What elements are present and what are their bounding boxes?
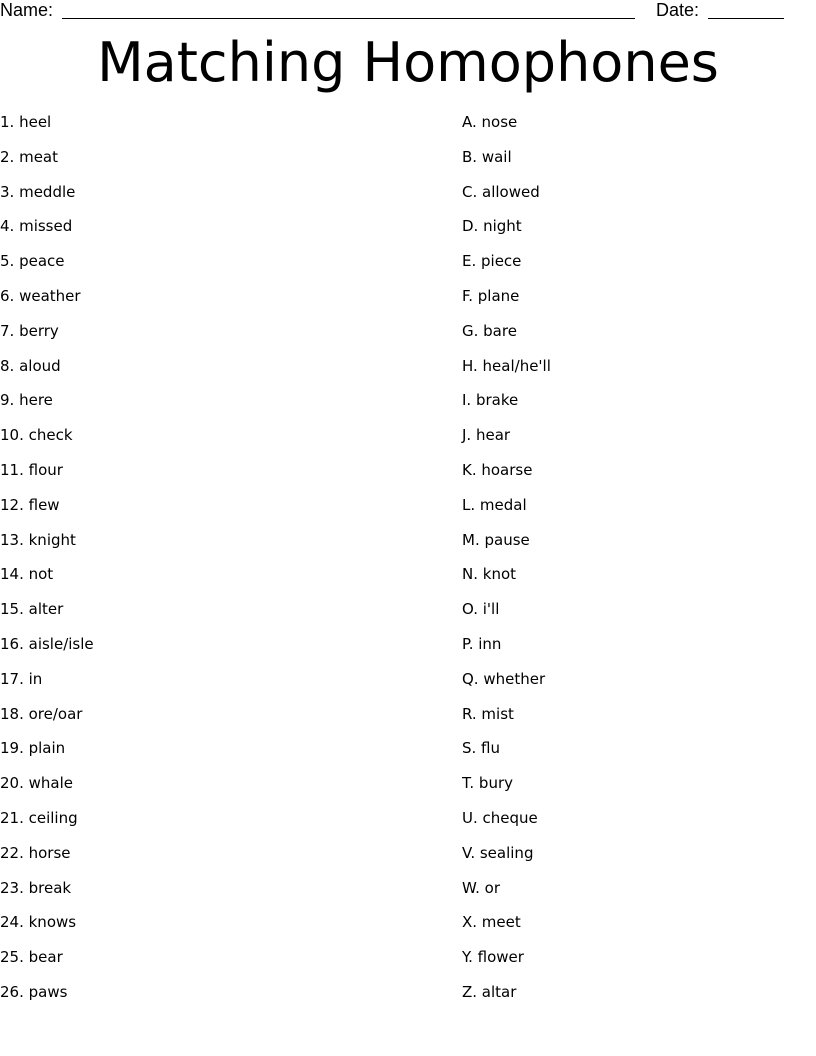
homophone-item: U. cheque [462, 808, 538, 827]
word-item: 24. knows [0, 913, 77, 932]
word-item: 20. whale [0, 774, 73, 793]
homophone-item: B. wail [462, 147, 512, 166]
homophone-item: S. flu [462, 739, 501, 758]
word-item: 22. horse [0, 843, 71, 862]
homophone-item: P. inn [462, 634, 502, 653]
word-list [0, 112, 440, 1017]
homophone-item: R. mist [462, 704, 514, 723]
homophone-item: G. bare [462, 321, 517, 340]
homophone-item: J. hear [462, 426, 511, 445]
word-item: 16. aisle/isle [0, 634, 94, 653]
homophone-item: I. brake [462, 391, 519, 410]
homophone-item: O. i'll [462, 600, 500, 619]
word-item: 25. bear [0, 948, 63, 967]
homophone-item: Z. altar [462, 982, 517, 1001]
homophone-item: E. piece [462, 252, 522, 271]
word-item: 19. plain [0, 739, 66, 758]
homophone-item: A. nose [462, 113, 518, 131]
homophone-item: T. bury [462, 774, 513, 793]
word-item: 4. missed [0, 217, 73, 236]
word-item: 12. flew [0, 495, 60, 514]
homophone-list [462, 112, 802, 1017]
homophone-item: Y. flower [462, 948, 524, 967]
homophone-item: C. allowed [462, 182, 540, 201]
word-item: 7. berry [0, 321, 59, 340]
word-item: 9. here [0, 391, 53, 410]
word-item: 2. meat [0, 147, 58, 166]
homophone-item: L. medal [462, 495, 527, 514]
word-item: 3. meddle [0, 182, 76, 201]
word-item: 6. weather [0, 286, 81, 305]
word-item: 17. in [0, 669, 43, 688]
homophone-item: F. plane [462, 286, 520, 305]
word-item: 26. paws [0, 982, 68, 1001]
homophone-item: D. night [462, 217, 522, 236]
date-line[interactable] [708, 18, 784, 19]
worksheet-header [0, 0, 816, 24]
homophone-item: K. hoarse [462, 460, 533, 479]
date-label: Date: [656, 0, 700, 20]
word-item: 14. not [0, 565, 54, 584]
name-label: Name: [0, 0, 54, 20]
word-item: 21. ceiling [0, 808, 78, 827]
word-item: 15. alter [0, 600, 64, 619]
homophone-item: N. knot [462, 565, 517, 584]
homophone-item: H. heal/he'll [462, 356, 551, 375]
word-item: 8. aloud [0, 356, 61, 375]
homophone-item: Q. whether [462, 669, 546, 688]
word-item: 18. ore/oar [0, 704, 83, 723]
word-item: 23. break [0, 878, 72, 897]
word-item: 11. flour [0, 460, 63, 479]
page-title: Matching Homophones [97, 31, 719, 94]
word-item: 13. knight [0, 530, 76, 549]
name-line[interactable] [62, 18, 635, 19]
word-item: 10. check [0, 426, 73, 445]
homophone-item: W. or [462, 878, 500, 897]
homophone-item: M. pause [462, 530, 530, 549]
word-item: 1. heel [0, 113, 52, 131]
homophone-item: X. meet [462, 913, 521, 932]
homophone-item: V. sealing [462, 843, 534, 862]
word-item: 5. peace [0, 252, 65, 271]
